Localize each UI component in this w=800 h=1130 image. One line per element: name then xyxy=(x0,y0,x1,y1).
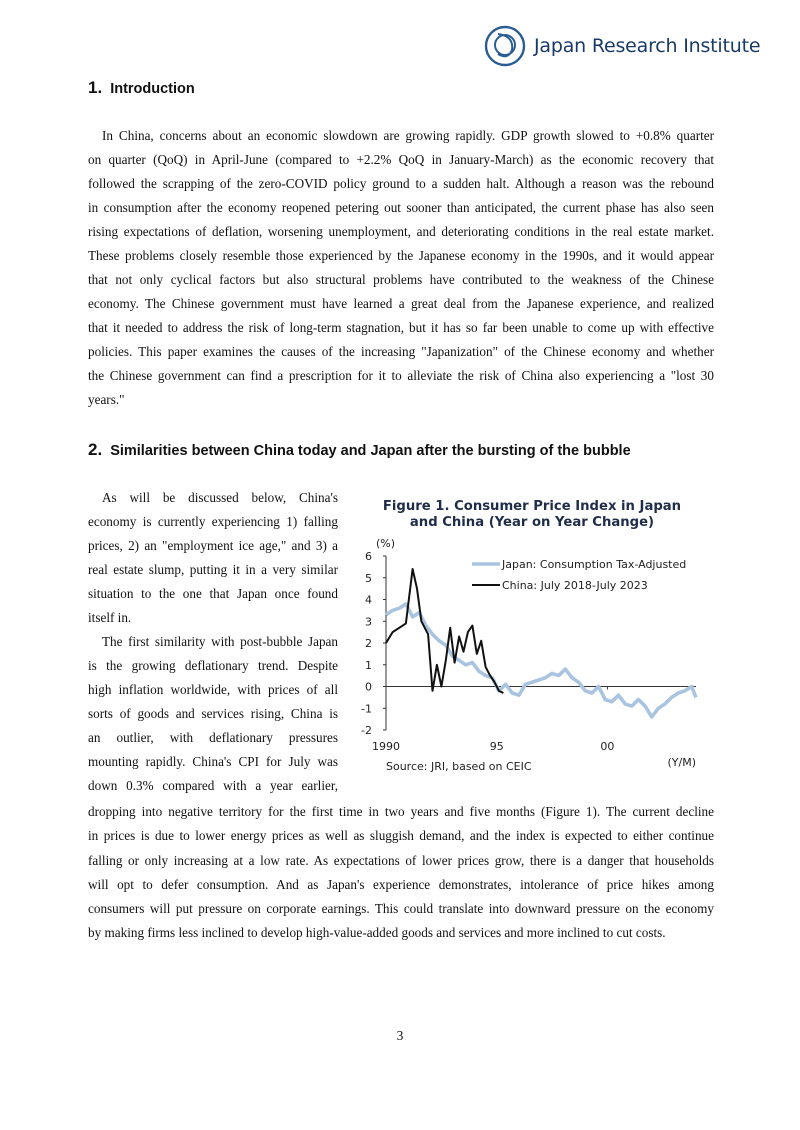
x-axis-label: (Y/M) xyxy=(667,756,696,769)
japan-cpi-line xyxy=(386,604,696,717)
text-line: prices, 2) an "employment ice age," and 3) a xyxy=(88,538,338,553)
text-line: in prices is due to lower energy prices as well as sluggish demand, and the index is expected to either continue xyxy=(88,828,714,844)
text-line: economy is currently experiencing 1) falling xyxy=(88,514,338,529)
y-tick-label: 6 xyxy=(365,550,372,563)
y-tick-label: 0 xyxy=(365,680,372,694)
y-axis-label: (%) xyxy=(376,537,396,550)
jri-logo xyxy=(484,23,760,69)
text-line: that not only cyclical factors but also structural problems have contributed to the weakness of the Chinese xyxy=(88,272,714,287)
section-2-number: 2. xyxy=(88,440,103,459)
text-line: years." xyxy=(88,392,125,407)
text-line: the Chinese government can find a prescription for it to alleviate the risk of China also experiencing a "lost 30 xyxy=(88,368,714,383)
section-2-narrow-column xyxy=(88,486,338,798)
text-line: In China, concerns about an economic slowdown are growing rapidly. GDP growth slowed to +0.8% quarter xyxy=(102,128,714,143)
text-line: that it needed to address the risk of long-term stagnation, but it has so far been unable to come up with effective xyxy=(88,320,714,335)
section-2-heading xyxy=(88,440,631,460)
y-tick-label: 5 xyxy=(365,571,372,585)
x-tick-label: 95 xyxy=(489,740,504,753)
section-1-heading xyxy=(88,78,195,98)
text-line: economy. The Chinese government must have learned a great deal from the Japanese experience, and realized xyxy=(88,296,714,311)
text-line: As will be discussed below, China's xyxy=(102,490,338,505)
figure-title-line-1: Figure 1. Consumer Price Index in Japan xyxy=(382,499,682,514)
text-line: is the growing deflationary trend. Despite xyxy=(88,658,338,673)
legend-label: China: July 2018-July 2023 xyxy=(502,579,648,592)
text-line: will opt to defer consumption. And as Japan's experience demonstrates, intolerance of price hikes among xyxy=(88,876,714,892)
text-line: situation to the one that Japan once found xyxy=(88,586,338,601)
figure-1 xyxy=(350,490,714,778)
cpi-line-chart xyxy=(350,490,714,778)
logo-text: Japan Research Institute xyxy=(534,35,761,57)
y-tick-label: 1 xyxy=(365,658,372,672)
figure-source: Source: JRI, based on CEIC xyxy=(386,760,532,773)
x-tick-label: 1990 xyxy=(372,740,400,753)
text-line: consumers will put pressure on corporate earnings. This could translate into downward pressure on the economy xyxy=(88,901,714,917)
section-2-title: Similarities between China today and Japan after the bursting of the bubble xyxy=(110,443,631,459)
legend-label: Japan: Consumption Tax-Adjusted xyxy=(502,558,687,571)
text-line: The first similarity with post-bubble Japan xyxy=(102,634,338,649)
y-tick-label: -1 xyxy=(361,702,372,716)
text-line: an outlier, with deflationary pressures xyxy=(88,730,338,745)
text-line: rising expectations of deflation, worsening unemployment, and deteriorating conditions in the real estate market. xyxy=(88,224,714,239)
y-tick-label: -2 xyxy=(361,724,372,737)
section-1-number: 1. xyxy=(88,78,103,97)
page-number: 3 xyxy=(396,1028,404,1043)
text-line: dropping into negative territory for the first time in two years and five months (Figure 1). The current decline xyxy=(88,804,714,819)
y-tick-label: 3 xyxy=(365,615,372,629)
text-line: in consumption after the economy reopened petering out sooner than anticipated, the current phase has also seen xyxy=(88,200,714,215)
text-line: followed the scrapping of the zero-COVID policy ground to a sudden halt. Although a reason was the rebound xyxy=(88,176,714,191)
text-line: policies. This paper examines the causes of the increasing "Japanization" of the Chinese economy and whether xyxy=(88,344,714,359)
text-line: real estate slump, putting it in a very similar xyxy=(88,562,338,577)
text-line: mounting rapidly. China's CPI for July was xyxy=(88,754,338,769)
section-1-title: Introduction xyxy=(110,81,195,97)
text-line: high inflation worldwide, with prices of all xyxy=(88,682,338,697)
y-tick-label: 4 xyxy=(365,593,372,607)
text-line: down 0.3% compared with a year earlier, xyxy=(88,778,338,793)
jri-logo-mark-icon xyxy=(484,24,526,68)
text-line: by making firms less inclined to develop high-value-added goods and services and more inclined to cut costs. xyxy=(88,925,666,941)
text-line: These problems closely resemble those experienced by the Japanese economy in the 1990s, and it would appear xyxy=(88,248,714,263)
y-tick-label: 2 xyxy=(365,637,372,650)
section-1-paragraph xyxy=(88,124,714,412)
x-tick-label: 00 xyxy=(600,740,615,753)
text-line: falling or only increasing at a low rate. As expectations of lower prices grow, there is a danger that households xyxy=(88,852,714,868)
figure-title-line-2: and China (Year on Year Change) xyxy=(409,515,655,530)
section-2-paragraph xyxy=(88,800,714,946)
text-line: sorts of goods and services rising, China is xyxy=(88,706,338,721)
text-line: itself in. xyxy=(88,610,132,625)
text-line: on quarter (QoQ) in April-June (compared to +2.2% QoQ in January-March) as the economic recovery that xyxy=(88,152,714,167)
